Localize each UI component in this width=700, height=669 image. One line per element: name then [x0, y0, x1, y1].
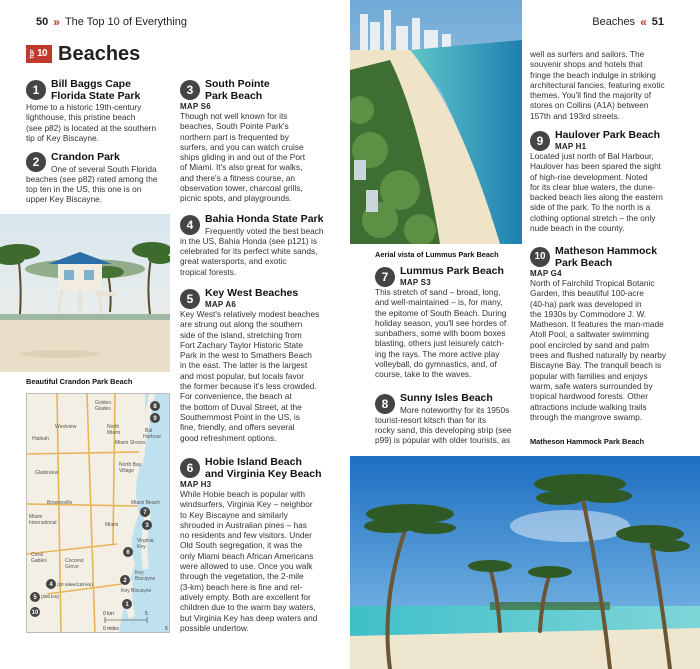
body-line: windsurfers, Virginia Key – neighbor [180, 499, 313, 510]
body-line: Haulover has been spared the sight [530, 161, 661, 172]
body-line: picnic spots, and playgrounds. [180, 193, 292, 204]
body-line: beaches (see p82) rated among the [26, 173, 158, 184]
top10-logo [26, 45, 52, 63]
body-line: the bottom of Duval Street, at the [180, 401, 302, 412]
body-line: tropical hardwood forests. Other [530, 391, 649, 402]
body-line: souvenir shops and hotels that [530, 59, 643, 70]
body-line: and there's a fitness course, an [180, 172, 296, 183]
body-line: Old South segregation, it was the [180, 540, 303, 551]
entry-1 [26, 79, 171, 143]
entry-6 [180, 457, 340, 633]
body-line: warm, safe waters surrounded by [530, 380, 653, 391]
body-line: good refreshment options. [180, 432, 277, 443]
body-line: only Miami beach African Americans [180, 550, 314, 561]
body-line: upper Key Biscayne. [26, 194, 103, 205]
body-line: Atoll Pool, a saltwater swimming [530, 329, 649, 340]
photo-caption: Beautiful Crandon Park Beach [26, 377, 133, 386]
body-line: and well-maintained – is, for many, [375, 297, 503, 308]
body-line: of high-rise development. Noted [530, 171, 648, 182]
body-line: through the vegetation, the 2-mile [180, 571, 304, 582]
entry-number-badge: 6 [180, 458, 200, 478]
body-line: North of Fairchild Tropical Botanic [530, 278, 655, 288]
entry-8-continued [530, 49, 690, 121]
body-line: Frequently voted the best beach [205, 225, 324, 236]
body-line: beaches, South Pointe Park's [180, 121, 289, 132]
logo-number: 10 [36, 48, 48, 59]
body-line: (3-km) beach here is fine and rel- [180, 581, 303, 592]
body-line: attractions include walking trails [530, 401, 647, 412]
body-line: fine, friendly, and offers several [180, 422, 295, 433]
entry-body [530, 151, 690, 233]
photo-caption: Matheson Hammock Park Beach [530, 437, 645, 446]
entry-title: Hobie Island Beach [205, 456, 302, 468]
body-line: popular with families and enjoys [530, 370, 648, 381]
body-line: the former because it's less crowded. [180, 381, 317, 392]
body-line: shrouded in Australian pines – has [180, 519, 307, 530]
body-line: ing the rays. The more active play [375, 348, 500, 359]
body-line: lighthouse, this pristine beach [26, 112, 136, 123]
entry-title: Bill Baggs Cape [51, 78, 131, 90]
entry-3 [180, 79, 340, 204]
svg-text:(20 miles/130 km): (20 miles/130 km) [57, 582, 93, 587]
entry-9 [530, 130, 690, 233]
body-line: northern part is frequented by [180, 131, 289, 142]
body-line: For convenience, the beach at [180, 391, 292, 402]
map-graphic [27, 394, 170, 633]
entry-number-badge: 3 [180, 80, 200, 100]
entry-title: Crandon Park [51, 151, 120, 163]
body-line: were allowed to use. Once you walk [180, 561, 313, 572]
entry-7 [375, 266, 527, 380]
body-line: well as surfers and sailors. The [530, 49, 645, 59]
body-line: This stretch of sand – broad, long, [375, 287, 501, 297]
running-title-left: The Top 10 of Everything [64, 16, 188, 28]
body-line: and most popular, but locals favor [180, 370, 305, 381]
entry-body [375, 287, 527, 380]
entry-title: Lummus Park Beach [400, 265, 504, 277]
entry-title-line2: Park Beach [205, 89, 263, 102]
body-line: tourist-resort kitsch than for its [375, 414, 487, 425]
page-number-left: 50 [36, 16, 49, 28]
svg-text:Village: Village [119, 468, 134, 474]
entry-number-badge: 9 [530, 131, 550, 151]
body-line: to Key Biscayne and similarly [180, 509, 288, 520]
svg-text:0 km: 0 km [103, 611, 114, 617]
map-reference: MAP S6 [180, 102, 211, 111]
body-line: in the US, Bahia Honda (see p121) is [180, 235, 317, 246]
body-line: celebrated for its perfect white sands, [180, 246, 318, 257]
svg-text:0 miles: 0 miles [103, 626, 119, 632]
svg-text:Bal: Bal [145, 428, 153, 434]
svg-text:Coral: Coral [31, 552, 43, 558]
body-line: fringe the beach indulge in striking [530, 69, 656, 80]
body-line: through the mangrove swamp. [530, 411, 643, 422]
svg-text:Miami Shores: Miami Shores [115, 440, 146, 446]
entry-8 [375, 393, 527, 446]
running-title-right: Beaches [592, 16, 636, 28]
svg-text:Coconut: Coconut [65, 558, 84, 564]
svg-text:1: 1 [125, 602, 129, 608]
body-line: Located just north of Bal Harbour, [530, 151, 654, 161]
svg-text:4: 4 [49, 582, 53, 588]
svg-text:Westview: Westview [55, 424, 77, 430]
entry-number-badge: 7 [375, 267, 395, 287]
entry-title: Key West Beaches [205, 287, 299, 299]
svg-text:10: 10 [31, 610, 39, 616]
entry-title-line2: and Virginia Key Beach [205, 467, 322, 480]
svg-text:(250 km): (250 km) [41, 594, 59, 599]
entry-body [180, 309, 340, 443]
svg-text:Miami Beach: Miami Beach [131, 500, 160, 506]
svg-text:5: 5 [33, 595, 37, 601]
svg-text:Key Biscayne: Key Biscayne [121, 588, 152, 594]
right-header [592, 15, 664, 29]
body-line: Fort Zachary Taylor Historic State [180, 339, 303, 350]
svg-text:Gladeview: Gladeview [35, 470, 59, 476]
body-line: are strung out along the southern [180, 319, 303, 330]
body-line: ships gliding in and out of the Port [180, 152, 305, 163]
body-line: tropical forests. [180, 266, 237, 277]
map-reference: MAP A6 [205, 299, 236, 309]
svg-text:Hialeah: Hialeah [32, 436, 49, 442]
body-line: More noteworthy for its 1950s [400, 404, 510, 415]
entry-body [375, 415, 527, 446]
body-line: Matheson. It features the man-made [530, 319, 664, 330]
body-line: pool encircled by sand and palm [530, 339, 649, 350]
svg-text:9: 9 [153, 416, 157, 422]
beaches-map [26, 393, 170, 633]
map-reference: MAP G4 [530, 269, 562, 278]
svg-text:5: 5 [145, 611, 148, 617]
entry-number-badge: 10 [530, 247, 550, 267]
entry-2 [26, 152, 171, 205]
body-line: Key West's relatively modest beaches [180, 309, 320, 319]
logo-top-text: TOP [29, 49, 36, 59]
entry-body-first [51, 164, 171, 174]
body-line: Garden, this beautiful 100-acre [530, 288, 644, 299]
body-line: clothing optional stretch – the only [530, 212, 656, 223]
body-line: Park in the west to Smathers Beach [180, 350, 312, 361]
svg-text:Glades: Glades [95, 406, 111, 412]
body-line: children due to the warm bay waters, [180, 602, 316, 613]
body-line: but Virginia Key has deep waters and [180, 612, 318, 623]
body-line: While Hobie beach is popular with [180, 489, 305, 499]
body-line: possible undertow. [180, 622, 249, 633]
svg-text:6: 6 [126, 550, 130, 556]
entry-title: Matheson Hammock [555, 245, 658, 257]
entry-body [180, 236, 340, 277]
body-line: Though not well known for its [180, 111, 288, 121]
svg-text:3: 3 [145, 523, 149, 529]
svg-text:7: 7 [143, 510, 147, 516]
svg-text:Key: Key [135, 570, 144, 576]
entry-number-badge: 8 [375, 394, 395, 414]
body-line: surfers, and you can watch cruise [180, 141, 304, 152]
left-header [36, 15, 187, 29]
entry-5 [180, 288, 340, 443]
body-line: great watersports, and exotic [180, 256, 287, 267]
entry-body [530, 49, 690, 121]
entry-title-line2: Florida State Park [51, 89, 141, 102]
entry-number-badge: 4 [180, 215, 200, 235]
svg-text:Miami: Miami [105, 522, 119, 528]
body-line: no residents and few visitors. Under [180, 530, 312, 541]
entry-body [26, 174, 171, 205]
body-line: Biscayne Bay. The tranquil beach is [530, 360, 662, 371]
entry-body [530, 278, 690, 422]
svg-text:Grove: Grove [65, 564, 79, 570]
page-number-right: 51 [651, 16, 664, 28]
entry-title: South Pointe [205, 78, 270, 90]
svg-text:Gables: Gables [31, 558, 47, 564]
body-line: (40-ha) park was developed in [530, 298, 642, 309]
body-line: top ten in the US, this one is on [26, 184, 142, 195]
body-line: observation tower, charcoal grills, [180, 183, 303, 194]
entry-body [26, 102, 171, 143]
entry-body [180, 489, 340, 633]
entry-body [180, 111, 340, 204]
svg-text:2: 2 [123, 578, 127, 584]
photo-caption: Aerial vista of Lummus Park Beach [375, 250, 499, 259]
body-line: 157th and 193rd streets. [530, 110, 620, 121]
body-line: of Miami. It's also great for walks, [180, 162, 303, 173]
body-line: nude beach in the county. [530, 223, 625, 234]
svg-text:Brownsville: Brownsville [47, 500, 73, 506]
page-title [26, 44, 140, 64]
body-line: Home to a historic 19th-century [26, 102, 142, 112]
svg-text:Virginia: Virginia [137, 538, 154, 544]
lummus-park-photo [350, 0, 522, 244]
svg-text:Harbour: Harbour [143, 434, 162, 440]
entry-title-line2: Park Beach [555, 256, 613, 269]
entry-number-badge: 5 [180, 289, 200, 309]
entry-4 [180, 214, 340, 277]
body-line: stores on Collins (A1A) between [530, 100, 649, 111]
body-line: atively empty. Both are excellent for [180, 591, 311, 602]
map-reference: MAP H3 [180, 480, 212, 489]
entry-title: Sunny Isles Beach [400, 392, 493, 404]
entry-number-badge: 2 [26, 152, 46, 172]
body-line: side of the park. To the north is a [530, 202, 651, 213]
svg-text:Miami: Miami [107, 430, 121, 436]
body-line: tip of Key Biscayne. [26, 132, 99, 143]
body-line: themes. You'll find the majority of [530, 90, 652, 101]
body-line: the 1930s by Commodore J. W. [530, 308, 647, 319]
svg-text:8: 8 [153, 404, 157, 410]
body-line: Southernmost Point in the US, is [180, 411, 300, 422]
body-line: holiday season, you'll see hordes of [375, 317, 507, 328]
body-line: rocky sand, this developing strip (see [375, 425, 512, 436]
svg-text:Biscayne: Biscayne [135, 576, 156, 582]
svg-text:North Bay: North Bay [119, 462, 142, 468]
body-line: in the east. The latter is the largest [180, 360, 308, 371]
svg-text:Key: Key [137, 544, 146, 550]
map-place: Golden [95, 400, 112, 406]
svg-text:Miami: Miami [29, 514, 43, 520]
svg-text:North: North [107, 424, 120, 430]
svg-text:5: 5 [165, 626, 168, 632]
body-line: (see p82) is located at the southern [26, 122, 157, 133]
body-line: architectural fancies, featuring exotic [530, 79, 665, 90]
map-reference: MAP S3 [400, 277, 431, 287]
body-line: blasting, others just leisurely catch- [375, 338, 505, 349]
body-line: backed beach lies along the eastern [530, 192, 663, 203]
entry-body-first [205, 226, 324, 236]
svg-text:International: International [29, 520, 57, 526]
entry-10 [530, 246, 690, 422]
map-reference: MAP H1 [555, 141, 587, 151]
crandon-park-photo [0, 214, 170, 372]
matheson-hammock-photo [350, 456, 700, 669]
entry-number-badge: 1 [26, 80, 46, 100]
body-line: side of the island, stretching from [180, 329, 302, 340]
body-line: trees and flushed naturally by nearby [530, 350, 667, 361]
body-line: the epitome of South Beach. During [375, 307, 507, 318]
body-line: p99) is popular with older tourists, as [375, 435, 511, 446]
body-line: sunbathers, some with boom boxes [375, 328, 506, 339]
body-line: volleyball, do gymnastics, and, of [375, 359, 497, 370]
page-heading: Beaches [58, 43, 141, 65]
chevron-right-icon: » [53, 15, 60, 29]
body-line: course, take to the waves. [375, 369, 472, 380]
entry-title: Haulover Park Beach [555, 129, 661, 141]
entry-body-first [400, 405, 509, 415]
chevron-left-icon: « [640, 15, 647, 29]
body-line: One of several South Florida [51, 163, 157, 174]
entry-title: Bahia Honda State Park [205, 213, 324, 225]
body-line: for its clear blue waters, the dune- [530, 181, 655, 192]
